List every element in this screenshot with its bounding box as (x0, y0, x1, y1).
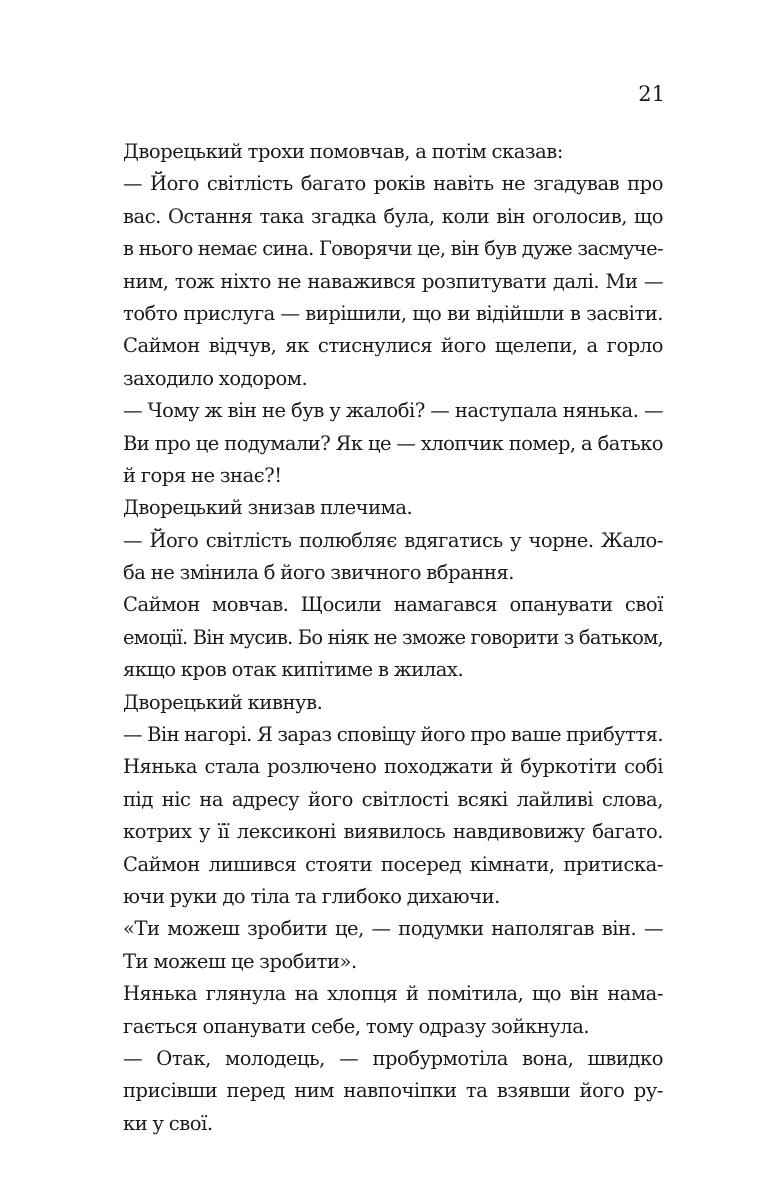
text-line: й горя не знає?! (123, 463, 282, 487)
text-line: в нього немає сина. Говорячи це, він був дуже засмуче- (123, 237, 663, 261)
text-line: заходило ходором. (123, 366, 308, 390)
text-line: гається опанувати себе, тому одразу зойкнула. (123, 1014, 590, 1038)
text-line: Нянька стала розлючено походжати й буркотіти собі (123, 755, 663, 779)
text-line: Ви про це подумали? Як це — хлопчик помер, а батько (123, 431, 663, 455)
text-line: — Він нагорі. Я зараз сповіщу його про ваше прибуття. (123, 723, 663, 747)
text-line: — Отак, молодець, — пробурмотіла вона, швидко (123, 1046, 663, 1070)
page-number: 21 (638, 82, 665, 106)
text-line: — Чому ж він не був у жалобі? — наступала нянька. — (123, 399, 663, 423)
text-line: ючи руки до тіла та глибоко дихаючи. (123, 884, 500, 908)
text-line: ним, тож ніхто не наважився розпитувати далі. Ми — (123, 269, 663, 293)
text-line: присівши перед ним навпочіпки та взявши його ру- (123, 1079, 663, 1103)
text-line: «Ти можеш зробити це, — подумки наполягав він. — (123, 917, 663, 941)
text-line: емоції. Він мусив. Бо ніяк не зможе говорити з батьком, (123, 625, 663, 649)
text-line: Ти можеш це зробити». (123, 949, 357, 973)
text-line: під ніс на адресу його світлості всякі лайливі слова, (123, 787, 663, 811)
text-line: Дворецький знизав плечима. (123, 496, 413, 520)
text-line: Саймон лишився стояти посеред кімнати, притиска- (123, 852, 663, 876)
text-line: якщо кров отак кипітиме в жилах. (123, 658, 464, 682)
text-line: Дворецький кивнув. (123, 690, 323, 714)
text-line: вас. Остання така згадка була, коли він оголосив, що (123, 204, 663, 228)
text-line: Саймон мовчав. Щосили намагався опанувати свої (123, 593, 663, 617)
text-line: тобто прислуга — вирішили, що ви відійшли в засвіти. (123, 301, 663, 325)
text-line: Саймон відчув, як стиснулися його щелепи, а горло (123, 334, 663, 358)
text-line: Дворецький трохи помовчав, а потім сказав: (123, 140, 563, 163)
text-line: Нянька глянула на хлопця й помітила, що він нама- (123, 982, 663, 1006)
text-line: ки у свої. (123, 1111, 213, 1135)
text-line: ба не змінила б його звичного вбрання. (123, 561, 514, 585)
text-line: котрих у її лексиконі виявилось навдивовижу багато. (123, 820, 663, 844)
body-text (123, 136, 663, 1140)
text-line: — Його світлість полюбляє вдягатись у чорне. Жало- (123, 528, 663, 552)
text-line: — Його світлість багато років навіть не згадував про (123, 172, 663, 196)
